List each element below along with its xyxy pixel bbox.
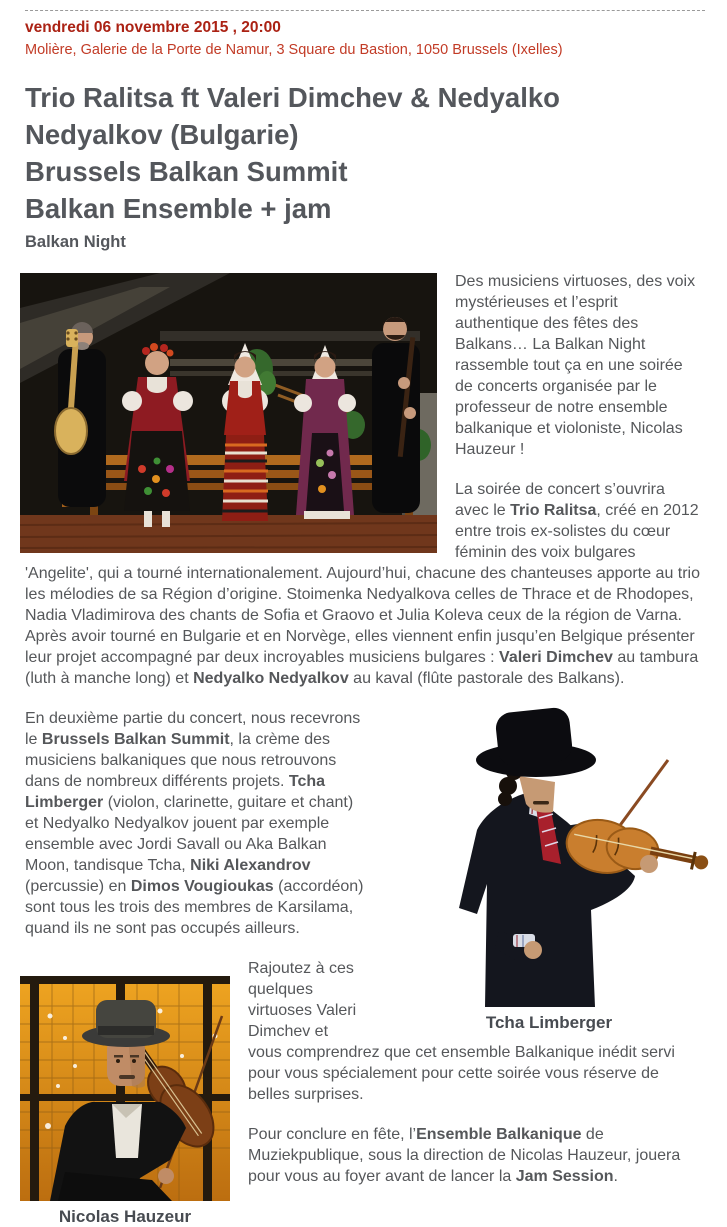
nicolas-caption: Nicolas Hauzeur [58,1207,192,1226]
tcha-limberger-figure [381,702,717,1033]
paragraph-trio-ralitsa: La soirée de concert s’ouvrira avec le Trio Ralitsa, créé en 2012 entre trois ex-solistes du cœur féminin des voix bulgares 'Angelite', qui a tourné internationalement. Aujourd’hui, chacune des chanteuses apporte au trio les mélodies de sa Région d’origine. Stoimenka Nedyalkova celles de Thrace et de Rhodopes, Nadia Vladimirova des chants de Sofia et Graovo et Julia Koleva ceux de la région de Varna. Après avoir tourné en Bulgarie et en Norvège, elles viennent enfin jusqu’en Belgique présenter leur projet accompagné par deux incroyables musiciens bulgares : Valeri Dimchev au tambura (luth à manche long) et Nedyalko Nedyalkov au kaval (flûte pastorale des Balkans). [25,481,701,687]
group-photo-image [20,273,437,553]
top-divider [25,10,705,11]
tcha-caption: Tcha Limberger [485,1013,613,1032]
event-title [25,79,702,227]
event-date: vendredi 06 novembre 2015 , 20:00 [25,19,281,36]
article-body [25,271,703,1226]
kaval-player [372,317,420,513]
paragraph-rajoutez: Rajoutez à ces quelques virtuoses Valeri Dimchev et vous comprendrez que cet ensemble Balkanique inédit servi pour vous spécialement pour cette soirée vous réserve de belles surprises. [248,960,675,1103]
nicolas-hauzeur-image [20,976,230,1201]
paragraph-intro: Des musiciens virtuoses, des voix mystérieuses et l’esprit authentique des fêtes des Balkans… La Balkan Night rassemble tout ça en une soirée de concerts organisée par le professeur de notre ensemble balkanique et violoniste, Nicolas Hauzeur ! [455,273,696,458]
tcha-limberger-image [381,702,717,1007]
event-venue: Molière, Galerie de la Porte de Namur, 3 Square du Bastion, 1050 Brussels (Ixelles) [25,42,563,58]
event-title-line-2: Brussels Balkan Summit [25,156,348,187]
event-title-line-3: Balkan Ensemble + jam [25,193,332,224]
event-title-line-1: Trio Ralitsa ft Valeri Dimchev & Nedyalko Nedyalkov (Bulgarie) [25,82,560,150]
paragraph-balkan-summit: En deuxième partie du concert, nous recevrons le Brussels Balkan Summit, la crème des musiciens balkaniques que nous retrouvons dans de nombreux différents projets. Tcha Limberger (violon, clarinette, guitare et chant) et Nedyalko Nedyalkov jouent par exemple ensemble avec Jordi Savall ou Aka Balkan Moon, tandisque Tcha, Niki Alexandrov (percussie) en Dimos Vougioukas (accordéon) sont tous les trois des membres de Karsilama, quand ils ne sont pas occupés ailleurs. [25,710,364,937]
event-subtitle: Balkan Night [25,233,126,251]
paragraph-conclusion: Pour conclure en fête, l’Ensemble Balkanique de Muziekpublique, sous la direction de Nicolas Hauzeur, jouera pour vous au foyer avant de lancer la Jam Session. [248,1126,681,1185]
event-article-page [0,10,727,1226]
